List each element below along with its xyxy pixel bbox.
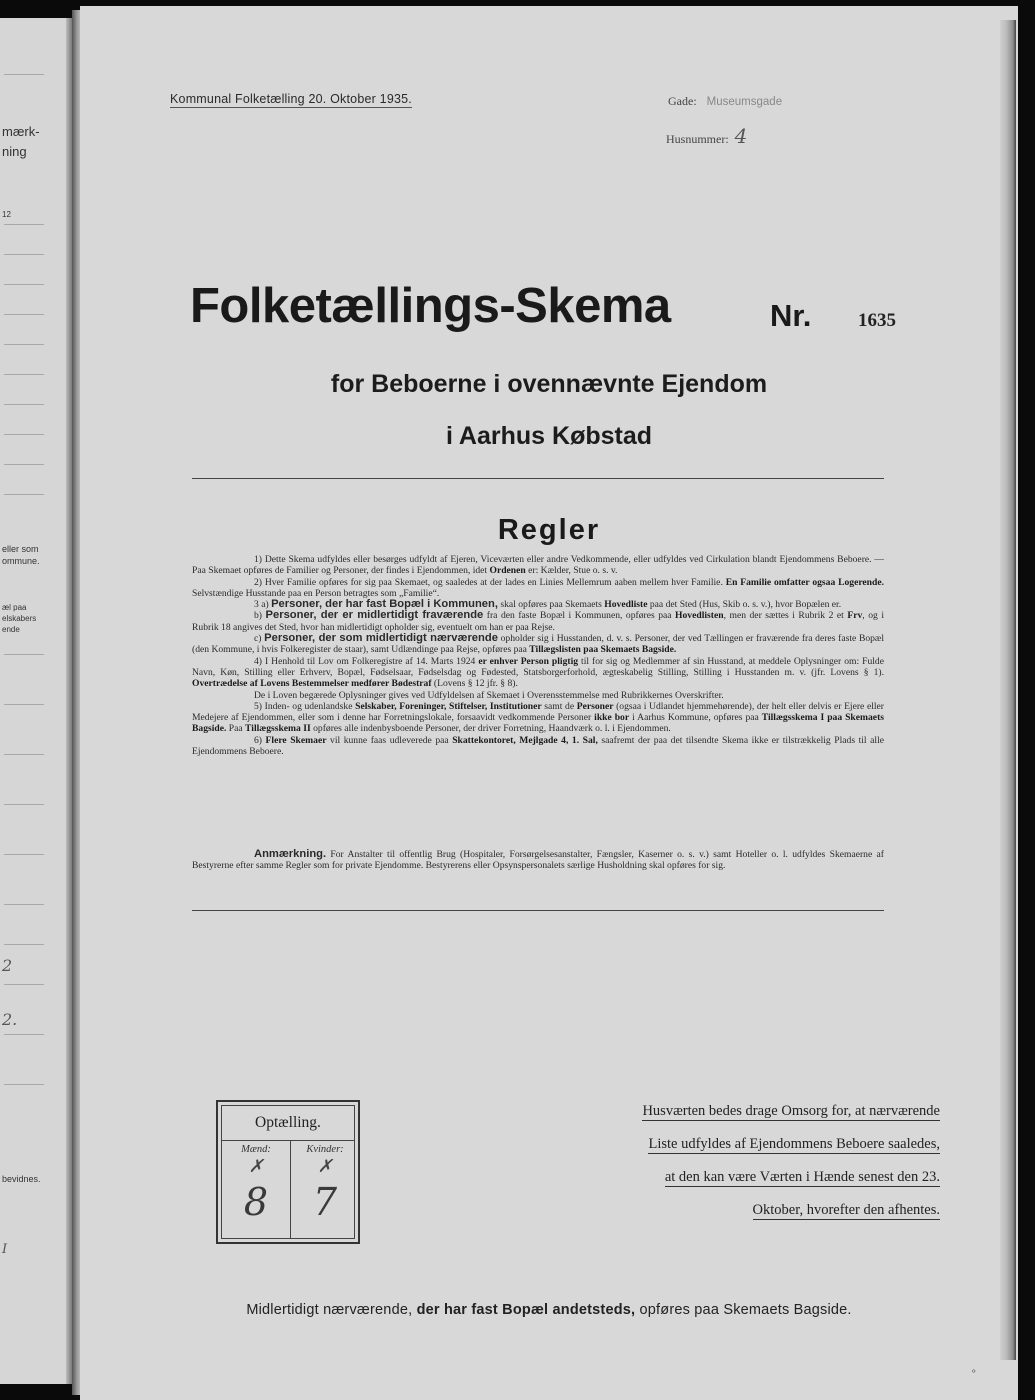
left-page-rule: [4, 434, 44, 435]
tally-men-count: 8: [243, 1180, 269, 1224]
census-header: Kommunal Folketælling 20. Oktober 1935.: [170, 92, 412, 106]
tally-box: [216, 1100, 360, 1244]
page-edge: [1000, 20, 1016, 1360]
form-location: i Aarhus Købstad: [445, 422, 653, 450]
rule-5: 5) Inden- og udenlandske Selskaber, Foreninger, Stiftelser, Institutioner samt de Personer (ogsaa i Udlandet hjemmehørende), der helt eller delvis er Ejere eller Medejere af Ejendommen, eller som i denne har Forretningslokale, forsaavidt vedkommende Personer ikke bor i Aarhus Kommune, opføres paa Tillægsskema I paa Skemaets Bagside. Paa Tillægsskema II opføres alle indenbysboende Personer, der driver Forretning, Haandværk o. l. i Ejendommen.: [192, 700, 884, 735]
left-page-rule: [4, 704, 44, 705]
rule-3c: c) Personer, der som midlertidigt nærværende opholder sig i Husstanden, d. v. s. Personer, der ved Tællingen er fraværende fra deres faste Bopæl (den Kommune, i hvis Folkeregister de staar), samt Udlændinge paa Rejse, opføres paa Tillægslisten paa Skemaets Bagside.: [192, 632, 884, 656]
form-subtitle: for Beboerne i ovennævnte Ejendom: [330, 370, 768, 398]
tally-check-icon: ✗: [248, 1156, 264, 1177]
notice-line: Liste udfyldes af Ejendommens Beboere saaledes,: [648, 1136, 940, 1152]
divider: [192, 478, 884, 479]
left-page-rule: [4, 284, 44, 285]
house-number-label: Husnummer:: [666, 132, 729, 146]
tally-divider: [222, 1140, 354, 1141]
left-page-fragment: elskabers: [2, 614, 37, 623]
remark-text: For Anstalter til offentlig Brug (Hospitaler, Forsørgelsesanstalter, Fængsler, Kaserner o. s. v.) samt Hoteller o. l. udfyldes Skemaerne af Bestyrerne efter samme Regler som for private Ejendomme. Bestyrerens eller Opsynspersonalets særlige Husholdning skal opføres for sig.: [192, 849, 884, 872]
left-page-rule: [4, 314, 44, 315]
left-page-rule: [4, 754, 44, 755]
left-page-handwriting: 2: [2, 956, 13, 975]
form-title: Folketællings-Skema: [190, 279, 671, 333]
tally-men-label: Mænd:: [241, 1144, 271, 1155]
left-page-fragment: æl paa: [2, 603, 27, 612]
house-number-field: [666, 124, 747, 148]
left-page-rule: [4, 1084, 44, 1085]
left-page-fragment: mærk-: [2, 124, 40, 139]
rule-2: 2) Hver Familie opføres for sig paa Skemaet, og saaledes at der lades en Linies Mellemrum aaben mellem hver Familie. En Familie omfatter ogsaa Logerende. Selvstændige Husstande paa en Person betragtes som „Familie“.: [192, 576, 885, 599]
remark-heading: Anmærkning.: [254, 848, 327, 860]
census-form-page: [80, 6, 1018, 1400]
rule-3a: 3 a) Personer, der har fast Bopæl i Kommunen, skal opføres paa Skemaets Hovedliste paa det Sted (Hus, Skib o. s. v.), hvor Bopælen er.: [254, 598, 842, 611]
left-page-fragment: 12: [2, 210, 11, 219]
tally-women-label: Kvinder:: [306, 1144, 344, 1155]
rules-text: [192, 554, 884, 757]
left-page-rule: [4, 344, 44, 345]
left-page-rule: [4, 494, 44, 495]
notice-line: Husværten bedes drage Omsorg for, at nærværende: [642, 1103, 940, 1119]
rule-4-note: De i Loven begærede Oplysninger gives ved Udfyldelsen af Skemaet i Overensstemmelse med Rubrikkernes Overskrifter.: [254, 689, 724, 701]
tally-title: Optælling.: [255, 1114, 321, 1131]
left-page-fragment: ende: [2, 625, 20, 634]
form-number-label: Nr.: [770, 298, 812, 333]
left-page-rule: [4, 984, 44, 985]
left-facing-page: [0, 18, 72, 1384]
street-field: [668, 92, 782, 110]
rule-6: 6) Flere Skemaer vil kunne faas udleverede paa Skattekontoret, Mejlgade 4, 1. Sal, saafremt der paa det tilsendte Skema ikke er tilstrækkelig Plads til alle Ejendommens Beboere.: [192, 734, 884, 758]
left-page-rule: [4, 944, 44, 945]
left-page-rule: [4, 854, 44, 855]
left-page-fragment: bevidnes.: [2, 1174, 41, 1184]
landlord-notice: [520, 1103, 940, 1232]
left-page-handwriting: I: [2, 1242, 8, 1257]
left-page-rule: [4, 374, 44, 375]
left-page-rule: [4, 654, 44, 655]
form-number: 1635: [858, 310, 896, 331]
divider: [192, 910, 884, 911]
rule-4: 4) I Henhold til Lov om Folkeregistre af 14. Marts 1924 er enhver Person pligtig til for sig og Medlemmer af sin Husstand, at meddele Oplysninger om: Fulde Navn, Køn, Stilling eller Erhverv, Bopæl, Fødselsaar, Fødselsdag og Fødested, Statsborgerforhold, ægteskabelig Stilling, Stilling i Husstanden m. v. (jfr. Lovens § 1). Overtrædelse af Lovens Bestemmelser medfører Bødestraf (Lovens § 12 jfr. § 8).: [192, 655, 884, 690]
left-page-rule: [4, 224, 44, 225]
left-page-rule: [4, 404, 44, 405]
left-page-rule: [4, 804, 44, 805]
house-number-value: 4: [734, 124, 748, 148]
left-page-rule: [4, 254, 44, 255]
left-page-fragment: ommune.: [2, 556, 40, 566]
left-page-rule: [4, 1034, 44, 1035]
rule-1: 1) Dette Skema udfyldes eller besørges udfyldt af Ejeren, Viceværten eller andre Vedkommende, eller udfyldes ved Cirkulation blandt Ejendommens Beboere. — Paa Skemaet opføres de Familier og Personer, der findes i Ejendommen, idet Ordenen er: Kælder, Stue o. s. v.: [192, 554, 884, 577]
rules-heading: Regler: [497, 514, 601, 546]
tally-women-count: 7: [312, 1180, 338, 1224]
page-stamp: ⚬: [970, 1366, 978, 1376]
street-value: Museumsgade: [706, 96, 783, 108]
left-page-fragment: ning: [2, 144, 27, 159]
left-page-fragment: eller som: [2, 544, 39, 554]
notice-line: Oktober, hvorefter den afhentes.: [752, 1202, 940, 1218]
notice-line: at den kan være Værten i Hænde senest den 23.: [664, 1169, 940, 1185]
left-page-rule: [4, 74, 44, 75]
left-page-rule: [4, 904, 44, 905]
footer-note: Midlertidigt nærværende, der har fast Bopæl andetsteds, opføres paa Skemaets Bagside.: [246, 1302, 852, 1318]
rule-3b: b) Personer, der er midlertidigt fraværende fra den faste Bopæl i Kommunen, opføres paa Hovedlisten, men der sættes i Rubrik 2 et Frv, og i Rubrik 18 angives det Sted, hvor han midlertidigt opholder sig, eventuelt om han er paa Rejse.: [192, 609, 884, 633]
tally-check-icon: ✗: [317, 1156, 333, 1177]
left-page-rule: [4, 464, 44, 465]
street-label: Gade:: [668, 94, 697, 108]
remark: [192, 849, 884, 872]
left-page-handwriting: 2.: [2, 1010, 18, 1029]
